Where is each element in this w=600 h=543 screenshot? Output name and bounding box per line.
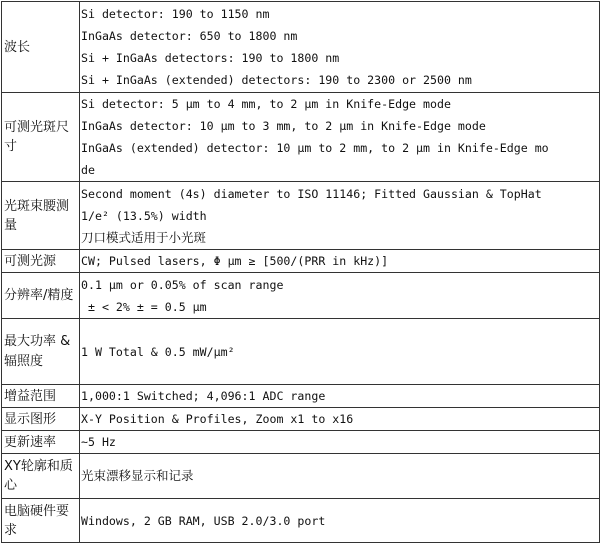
- row-label: 可测光斑尺寸: [2, 93, 80, 182]
- value-line: Si + InGaAs detectors: 190 to 1800 nm: [81, 51, 340, 65]
- row-label: 光斑束腰测量: [2, 182, 80, 250]
- row-label: 更新速率: [2, 431, 80, 454]
- table-row: [2, 182, 600, 250]
- value-line: ± < 2% ± = 0.5 μm: [81, 299, 207, 314]
- row-value: [80, 273, 600, 319]
- value-line: InGaAs (extended) detector: 10 μm to 2 mm, to 2 μm in Knife-Edge mo: [81, 141, 549, 155]
- row-value: [80, 250, 600, 273]
- row-value: [80, 182, 600, 250]
- row-label: 显示图形: [2, 408, 80, 431]
- value-line: 1/e² (13.5%) width: [81, 208, 207, 223]
- row-label: 分辨率/精度: [2, 273, 80, 319]
- row-value: [80, 385, 600, 408]
- value-line: X-Y Position & Profiles, Zoom x1 to x16: [81, 412, 354, 426]
- spec-table: [1, 1, 600, 543]
- row-label: 最大功率 & 辐照度: [2, 319, 80, 385]
- row-value: [80, 93, 600, 182]
- row-value: [80, 499, 600, 543]
- value-line: de: [81, 163, 95, 177]
- table-row: [2, 454, 600, 499]
- value-line: 刀口模式适用于小光斑: [81, 229, 207, 245]
- row-label: 波长: [2, 2, 80, 93]
- table-row: [2, 93, 600, 182]
- value-line: 1,000:1 Switched; 4,096:1 ADC range: [81, 389, 326, 403]
- row-value: [80, 319, 600, 385]
- table-row: [2, 385, 600, 408]
- value-line: InGaAs detector: 10 μm to 3 mm, to 2 μm in Knife-Edge mode: [81, 119, 486, 133]
- value-line: Si detector: 190 to 1150 nm: [81, 7, 270, 21]
- value-line: ~5 Hz: [81, 435, 116, 449]
- value-line: 1 W Total & 0.5 mW/μm²: [81, 344, 235, 359]
- table-row: [2, 2, 600, 93]
- table-row: [2, 408, 600, 431]
- row-value: [80, 431, 600, 454]
- value-line: Second moment (4s) diameter to ISO 11146; Fitted Gaussian & TopHat: [81, 186, 542, 201]
- table-row: [2, 431, 600, 454]
- value-line: 0.1 μm or 0.05% of scan range: [81, 277, 284, 292]
- value-line: Si detector: 5 μm to 4 mm, to 2 μm in Knife-Edge mode: [81, 97, 451, 111]
- row-label: 增益范围: [2, 385, 80, 408]
- row-label: XY轮廓和质心: [2, 454, 80, 499]
- value-line: 光束漂移显示和记录: [81, 468, 194, 483]
- table-row: [2, 319, 600, 385]
- row-value: [80, 454, 600, 499]
- value-line: CW; Pulsed lasers, Φ μm ≥ [500/(PRR in kHz)]: [81, 254, 389, 268]
- table-row: [2, 499, 600, 543]
- value-line: Windows, 2 GB RAM, USB 2.0/3.0 port: [81, 513, 326, 528]
- value-line: Si + InGaAs (extended) detectors: 190 to 2300 or 2500 nm: [81, 73, 472, 87]
- value-line: InGaAs detector: 650 to 1800 nm: [81, 29, 298, 43]
- row-value: [80, 408, 600, 431]
- spec-sheet: [1, 1, 599, 541]
- row-value: [80, 2, 600, 93]
- row-label: 电脑硬件要求: [2, 499, 80, 543]
- table-row: [2, 273, 600, 319]
- table-row: [2, 250, 600, 273]
- row-label: 可测光源: [2, 250, 80, 273]
